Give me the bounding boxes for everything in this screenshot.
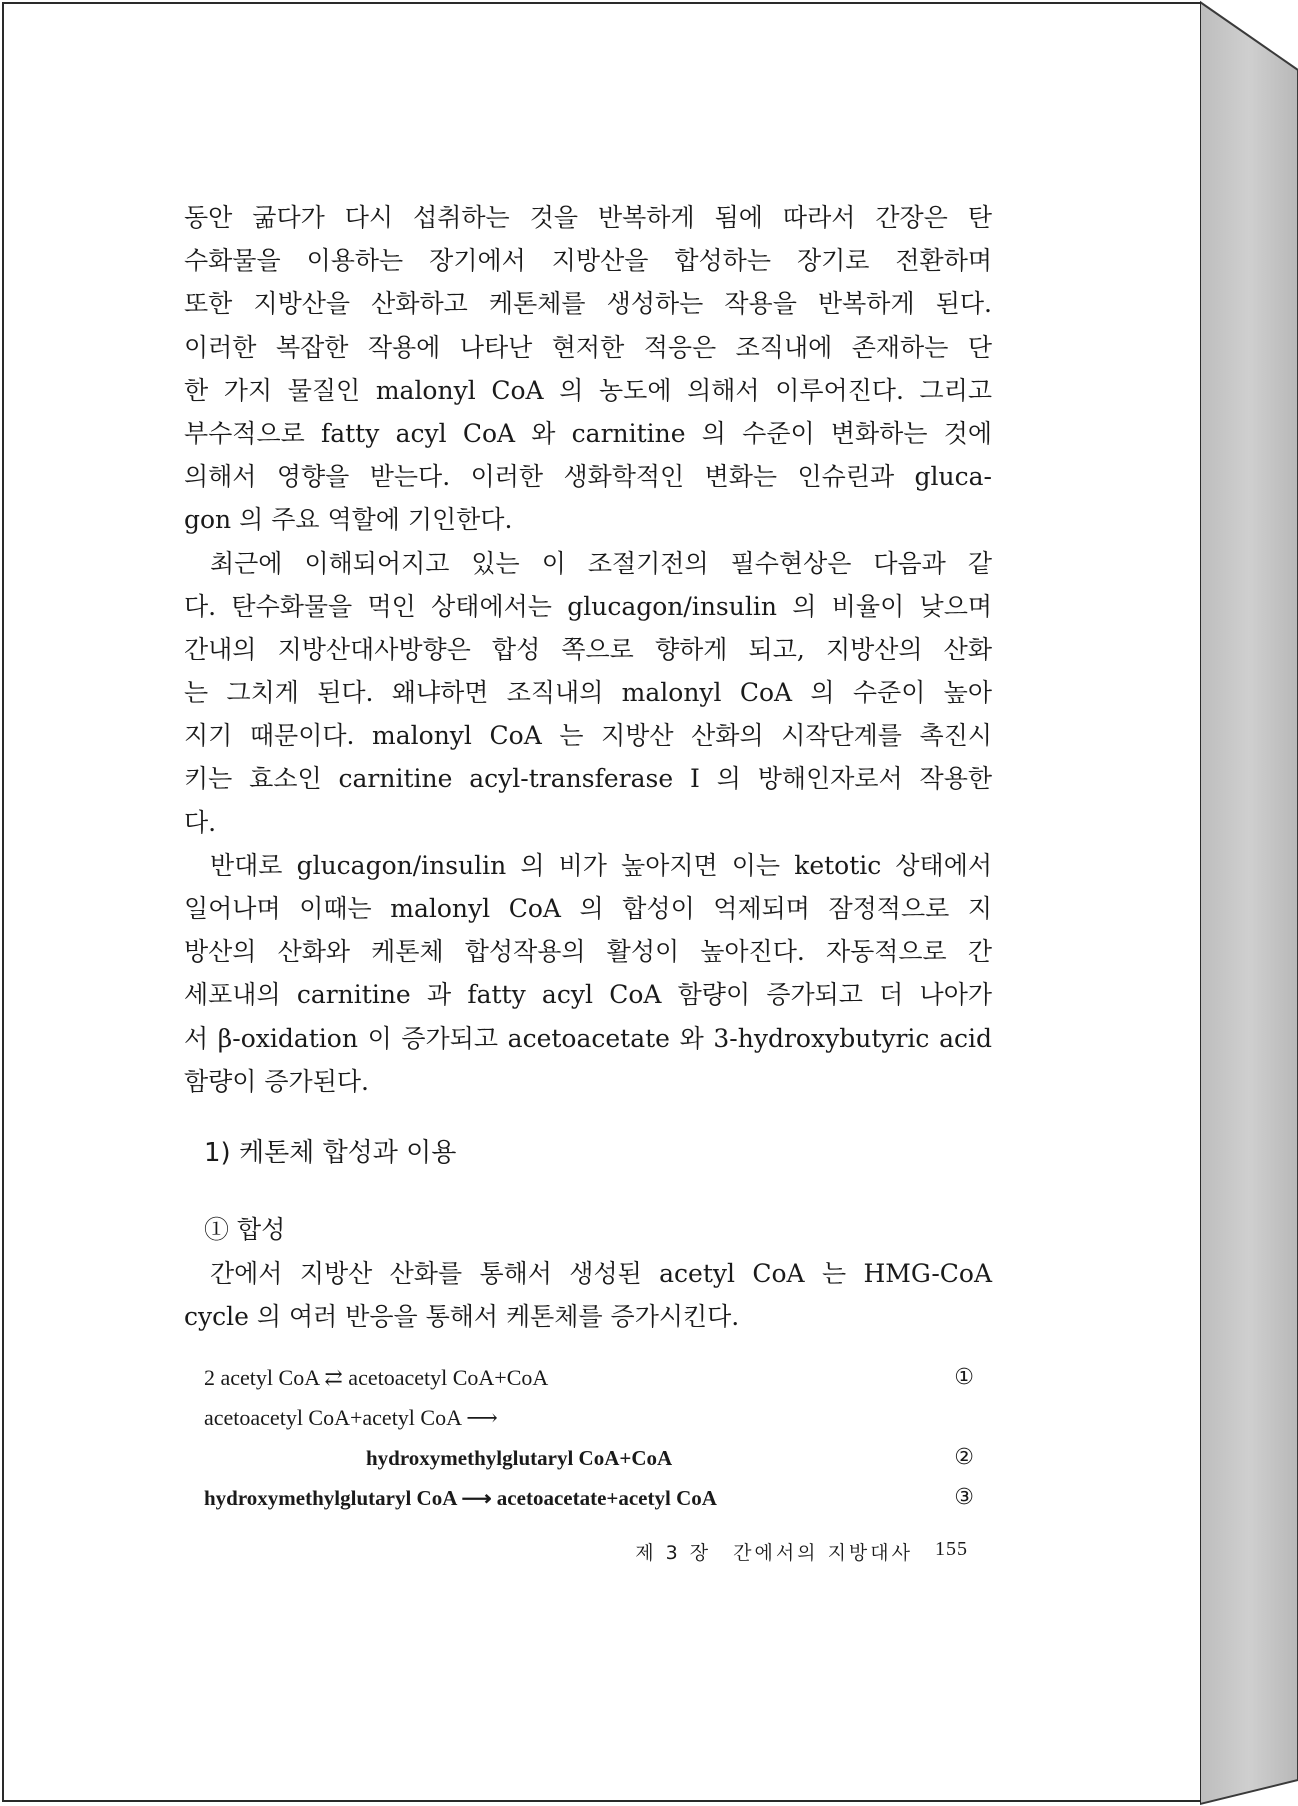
- text-line: 일어나며 이때는 malonyl CoA 의 합성이 억제되며 잠정적으로 지: [184, 894, 992, 923]
- text-line: 는 그치게 된다. 왜냐하면 조직내의 malonyl CoA 의 수준이 높아: [184, 678, 992, 708]
- text-line: 세포내의 carnitine 과 fatty acyl CoA 함량이 증가되고 더 나아가: [184, 980, 992, 1010]
- text-line: 또한 지방산을 산화하고 케톤체를 생성하는 작용을 반복하게 된다.: [184, 289, 992, 319]
- equation-number: ③: [954, 1485, 974, 1510]
- text-line: 의해서 영향을 받는다. 이러한 생화학적인 변화는 인슈린과 gluca-: [184, 462, 992, 492]
- text-line: 서 β-oxidation 이 증가되고 acetoacetate 와 3-hydroxybutyric acid: [184, 1023, 992, 1053]
- section-heading: 1) 케톤체 합성과 이용: [204, 1138, 457, 1168]
- reaction-equations: [204, 1358, 974, 1518]
- text-line: 간내의 지방산대사방향은 합성 쪽으로 향하게 되고, 지방산의 산화: [184, 634, 992, 664]
- equation-text: 2 acetyl CoA ⇄ acetoacetyl CoA+CoA: [204, 1365, 549, 1390]
- text-line: 동안 굶다가 다시 섭취하는 것을 반복하게 됨에 따라서 간장은 탄: [184, 203, 992, 232]
- text-line: 지기 때문이다. malonyl CoA 는 지방산 산화의 시작단계를 촉진시: [184, 721, 992, 751]
- main-text-block: [184, 196, 992, 1103]
- running-footer: [620, 1538, 968, 1565]
- text-line: cycle 의 여러 반응을 통해서 케톤체를 증가시킨다.: [184, 1302, 740, 1331]
- text-line: 수화물을 이용하는 장기에서 지방산을 합성하는 장기로 전환하며: [184, 246, 992, 276]
- equation-row-3: [204, 1478, 974, 1518]
- text-line: 부수적으로 fatty acyl CoA 와 carnitine 의 수준이 변화하는 것에: [184, 418, 992, 448]
- text-line: 최근에 이해되어지고 있는 이 조절기전의 필수현상은 다음과 같: [210, 548, 992, 578]
- text-line: 함량이 증가된다.: [184, 1066, 369, 1096]
- text-line: 키는 효소인 carnitine acyl-transferase I 의 방해인자로서 작용한: [184, 764, 992, 794]
- page-thickness-edge: [1200, 0, 1298, 1806]
- chapter-title: 간에서의 지방대사: [733, 1542, 913, 1564]
- equation-text: hydroxymethylglutaryl CoA ⟶ acetoacetate+acetyl CoA: [204, 1486, 717, 1510]
- text-line: gon 의 주요 역할에 기인한다.: [184, 505, 513, 535]
- equation-text: hydroxymethylglutaryl CoA+CoA: [366, 1446, 673, 1470]
- text-line: 다.: [184, 807, 217, 837]
- equation-number: ②: [954, 1445, 974, 1470]
- text-line: 이러한 복잡한 작용에 나타난 현저한 적응은 조직내에 존재하는 단: [184, 332, 992, 362]
- text-line: 한 가지 물질인 malonyl CoA 의 농도에 의해서 이루어진다. 그리고: [184, 375, 992, 405]
- equation-row-1: [204, 1358, 974, 1398]
- subsection-heading: ① 합성: [204, 1215, 286, 1244]
- paragraph-2: [184, 542, 992, 844]
- equation-row-2b: [204, 1438, 974, 1478]
- equation-row-2a: [204, 1398, 974, 1438]
- text-line: 간에서 지방산 산화를 통해서 생성된 acetyl CoA 는 HMG-CoA: [210, 1259, 992, 1288]
- chapter-label: 제 3 장: [635, 1542, 712, 1564]
- page-number: 155: [935, 1538, 968, 1560]
- text-line: 다. 탄수화물을 먹인 상태에서는 glucagon/insulin 의 비율이 낮으며: [184, 591, 992, 621]
- text-line: 방산의 산화와 케톤체 합성작용의 활성이 높아진다. 자동적으로 간: [184, 937, 992, 967]
- paragraph-4: [184, 1252, 992, 1338]
- paragraph-3: [184, 844, 992, 1103]
- text-line: 반대로 glucagon/insulin 의 비가 높아지면 이는 ketotic 상태에서: [210, 850, 992, 880]
- equation-number: ①: [954, 1365, 974, 1390]
- paragraph-1: [184, 196, 992, 542]
- equation-text: acetoacetyl CoA+acetyl CoA ⟶: [204, 1405, 498, 1430]
